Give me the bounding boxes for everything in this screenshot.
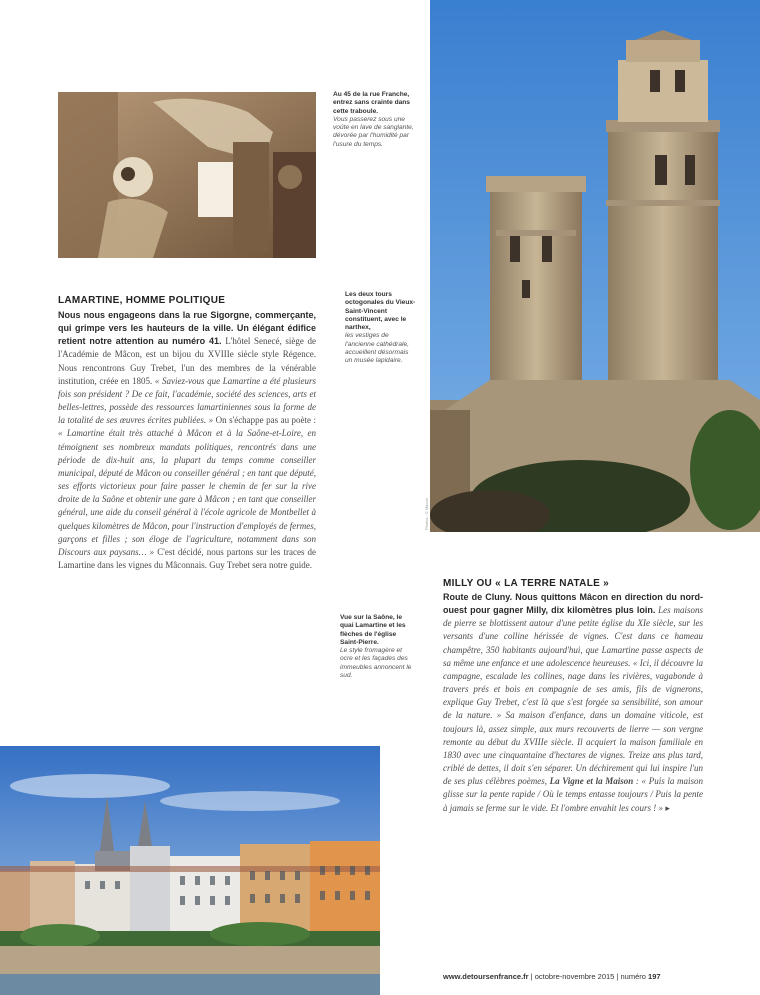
section1-mid: On s'échappe pas au poète : (215, 415, 317, 426)
footer-separator-2: | (616, 972, 621, 981)
section2-quote1: « Ici, il découvre la campagne, escalade les collines, nage dans les rivières, vagabonde à travers prés et bois en compagnie de ses amis, fils de vignerons, explique Guy Trebet, c'est là que s'est forgée sa sensibilité, son amour de la nature. » Sa maison d'enfance, dans un domaine viticole, est toujours là, assez simple, aux murs recouverts de lierre — son vergne remonte au début du XVIIIe siècle. Il acquiert la maison familiale en 1830 avec une cinquantaine d'hectares de vignes. Treize ans plus tard, criblé de dettes, il doit s'en séparer. Un déchirement qui lui inspire l'un de ses plus célèbres poèmes, (443, 657, 704, 787)
caption-plaque (333, 91, 415, 149)
caption-plaque-body: Vous passerez sous une voûte en lave de sanglante, dévorée par l'humidité par l'usure du temps. (333, 115, 414, 148)
photo-credit: Photos : © Mâcon (424, 498, 429, 530)
section1-body: L'hôtel Senecé, siège de l'Académie de Mâcon, est un bijou du XVIIIe siècle style Régence. Nous rencontrons Guy Trebet, l'un des membres de la vénérable institution, créée en 1805. (58, 336, 316, 386)
footer-number-label: numéro (620, 972, 646, 981)
caption-quay (340, 614, 412, 680)
caption-towers-body: les vestiges de l'ancienne cathédrale, accueillent désormais un musée lapidaire. (345, 332, 409, 365)
photo-towers-illustration (430, 0, 760, 532)
footer-page-number: 197 (648, 972, 661, 981)
article-section1 (58, 309, 316, 572)
caption-towers (345, 291, 417, 366)
photo-plaque (58, 92, 316, 258)
page-footer (443, 972, 661, 981)
photo-quay-illustration (0, 746, 380, 995)
caption-plaque-title: Au 45 de la rue Franche, entrez sans crainte dans cette traboule. (333, 91, 410, 115)
section1-quote2: « Lamartine était très attaché à Mâcon et à la Saône-et-Loire, en témoignent ses nombreux mandats politiques, rencontrés dans une période de dix-huit ans, la plupart du temps comme conseiller municipal, député de Mâcon ou conseiller général ; en tant que député, ses efforts victorieux pour faire passer le chemin de fer sur la rive droite de la Saône et obtenir une gare à Mâcon ; en tant que conseiller général, une aide du conseil général à l'école agricole de Montbellet à quelques kilomètres de Mâcon, pour l'instruction d'employés de fermes, garçons et filles ; son éloge de l'agriculture, notamment dans son Discours aux paysans… » (58, 428, 316, 557)
section2-body: Les maisons de pierre se blottissent autour d'une petite église du XIe siècle, sur les versants d'une colline hérissée de vignes. C'est dans ce hameau champêtre, 350 habitants aujourd'hui, que Lamartine passe aspects de sa même une enfance et une adolescence heureuses. (443, 605, 703, 668)
section2-poem-title: La Vigne et la Maison (549, 776, 634, 787)
section2-quote2: : « Puis la maison glisse sur la pente rapide / Où le temps entasse toujours / Puis la pente à jamais se ferme sur le vide. Et l'ombre envahit les cours ! » (443, 776, 704, 813)
section-title-lamartine-politique: LAMARTINE, HOMME POLITIQUE (58, 295, 226, 306)
footer-site: www.detoursenfrance.fr (443, 972, 529, 981)
section2-lead: Route de Cluny. Nous quittons Mâcon en direction du nord-ouest pour gagner Milly, dix kilomètres plus loin. (443, 592, 703, 616)
continue-arrow-icon: ▸ (665, 803, 670, 814)
photo-quay (0, 746, 380, 995)
footer-issue: octobre-novembre 2015 (534, 972, 615, 981)
caption-quay-body: Le style fromagère et ocre et les façades des immeubles annoncent le sud. (340, 647, 412, 680)
photo-towers (430, 0, 760, 532)
footer-separator: | (530, 972, 535, 981)
section1-quote1: « Saviez-vous que Lamartine a été plusieurs fois son président ? De ce fait, l'académie, société des sciences, arts et belles-lettres, possède des ressources lamartiniennes sous la forme de la totalité de ses œuvres écrites publiées. » (58, 375, 317, 426)
section1-lead: Nous nous engageons dans la rue Sigorgne, commerçante, qui grimpe vers les hauteurs de la ville. Un élégant édifice retient notre attention au numéro 41. (58, 310, 316, 347)
caption-towers-title: Les deux tours octogonales du Vieux-Saint-Vincent constituent, avec le narthex, (345, 291, 416, 332)
article-section2 (443, 591, 703, 816)
section-title-milly: MILLY OU « LA TERRE NATALE » (443, 578, 610, 589)
photo-plaque-illustration (58, 92, 316, 258)
caption-quay-title: Vue sur la Saône, le quai Lamartine et les flèches de l'église Saint-Pierre. (340, 614, 406, 646)
section1-end: C'est décidé, nous partons sur les traces de Lamartine dans les vignes du Mâconnais. Guy Trebet sera notre guide. (58, 546, 316, 570)
